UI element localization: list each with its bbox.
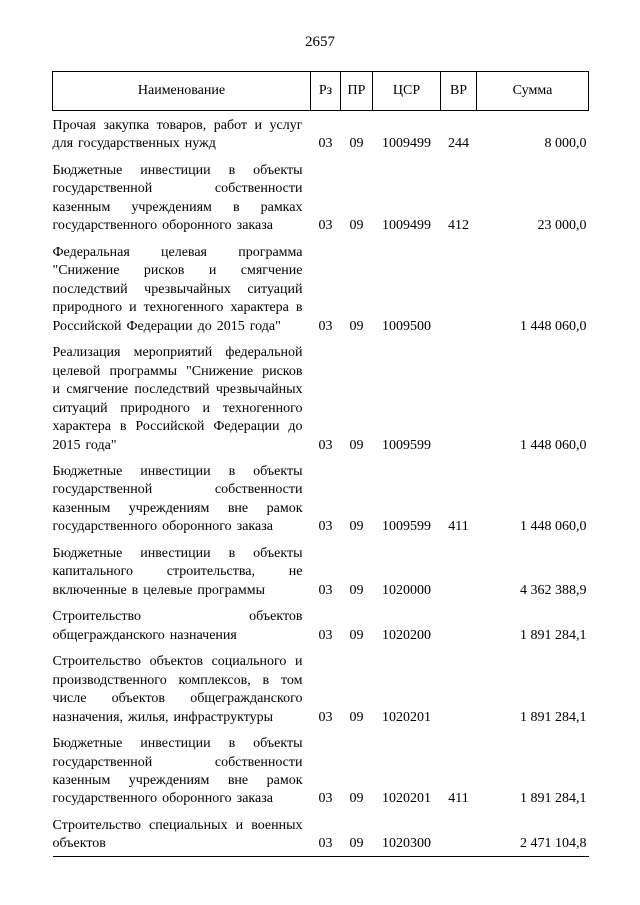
vr-cell: [441, 238, 477, 338]
page-number: 2657: [305, 34, 335, 50]
vr-cell: [441, 602, 477, 647]
csr-cell: 1009599: [382, 519, 431, 535]
rz-cell: 03: [318, 582, 333, 598]
header-name: Наименование: [53, 72, 311, 111]
csr-cell: 1009499: [382, 136, 431, 152]
vr-cell: 244: [448, 136, 469, 152]
name-cell: Строительство объектов общегражданского назначения: [52, 609, 303, 643]
sum-cell: 1 448 060,0: [520, 318, 587, 334]
table-row: [53, 238, 589, 338]
pr-cell: 09: [349, 519, 364, 535]
csr-cell: 1009500: [382, 318, 431, 334]
sum-cell: 1 891 284,1: [520, 791, 587, 807]
csr-cell: 1020300: [382, 836, 431, 852]
name-cell: Бюджетные инвестиции в объекты государственной собственности казенным учреждениям в рамках государственного оборонного заказа: [52, 162, 303, 234]
sum-cell: 2 471 104,8: [520, 836, 587, 852]
csr-cell: 1020000: [382, 582, 431, 598]
sum-cell: 1 891 284,1: [520, 627, 587, 643]
vr-cell: [441, 539, 477, 602]
sum-cell: 23 000,0: [537, 218, 587, 234]
pr-cell: 09: [349, 709, 364, 725]
vr-cell: 412: [448, 218, 469, 234]
vr-cell: [441, 811, 477, 856]
vr-cell: [441, 338, 477, 457]
csr-cell: 1009599: [382, 437, 431, 453]
sum-cell: 1 448 060,0: [520, 437, 587, 453]
vr-cell: [441, 647, 477, 729]
sum-cell: 8 000,0: [544, 136, 587, 152]
pr-cell: 09: [349, 582, 364, 598]
header-rz: Рз: [311, 72, 341, 111]
table-row: [53, 729, 589, 811]
name-cell: Бюджетные инвестиции в объекты государственной собственности казенным учреждениям вне рамок государственного оборонного заказа: [52, 736, 303, 807]
table-row: [53, 457, 589, 539]
name-cell: Прочая закупка товаров, работ и услуг для государственных нужд: [52, 118, 303, 152]
pr-cell: 09: [349, 318, 364, 334]
table-row: [53, 156, 589, 238]
sum-cell: 4 362 388,9: [520, 582, 587, 598]
csr-cell: 1020200: [382, 627, 431, 643]
rz-cell: 03: [318, 437, 333, 453]
table-row: [53, 602, 589, 647]
csr-cell: 1020201: [382, 709, 431, 725]
table-row: [53, 811, 589, 856]
name-cell: Бюджетные инвестиции в объекты государственной собственности казенным учреждениям вне рамок государственного оборонного заказа: [52, 463, 303, 535]
header-pr: ПР: [341, 72, 373, 111]
csr-cell: 1009499: [382, 218, 431, 234]
pr-cell: 09: [349, 136, 364, 152]
name-cell: Строительство объектов социального и производственного комплексов, в том числе объектов общегражданского назначения, жилья, инфраструктуры: [52, 654, 303, 725]
rz-cell: 03: [318, 218, 333, 234]
csr-cell: 1020201: [382, 791, 431, 807]
rz-cell: 03: [318, 627, 333, 643]
pr-cell: 09: [349, 437, 364, 453]
rz-cell: 03: [318, 836, 333, 852]
pr-cell: 09: [349, 627, 364, 643]
pr-cell: 09: [349, 218, 364, 234]
name-cell: Федеральная целевая программа "Снижение рисков и смягчение последствий чрезвычайных ситуаций природного и техногенного характера в Российской Федерации до 2015 года": [52, 244, 303, 334]
header-csr: ЦСР: [373, 72, 441, 111]
budget-table: [52, 71, 589, 857]
header-sum: Сумма: [477, 72, 589, 111]
table-header: [53, 72, 589, 111]
name-cell: Бюджетные инвестиции в объекты капитального строительства, не включенные в целевые программы: [52, 545, 303, 598]
rz-cell: 03: [318, 709, 333, 725]
table-row: [53, 539, 589, 602]
sum-cell: 1 448 060,0: [520, 519, 587, 535]
table-row: [53, 647, 589, 729]
rz-cell: 03: [318, 519, 333, 535]
table-row: [53, 111, 589, 156]
table-row: [53, 338, 589, 457]
vr-cell: 411: [448, 791, 469, 807]
sum-cell: 1 891 284,1: [520, 709, 587, 725]
pr-cell: 09: [349, 836, 364, 852]
name-cell: Строительство специальных и военных объектов: [52, 817, 303, 852]
rz-cell: 03: [318, 318, 333, 334]
vr-cell: 411: [448, 519, 469, 535]
rz-cell: 03: [318, 791, 333, 807]
pr-cell: 09: [349, 791, 364, 807]
header-vr: ВР: [441, 72, 477, 111]
rz-cell: 03: [318, 136, 333, 152]
name-cell: Реализация мероприятий федеральной целевой программы "Снижение рисков и смягчение последствий чрезвычайных ситуаций природного и техногенного характера в Российской Федерации до 2015 года": [52, 345, 303, 453]
